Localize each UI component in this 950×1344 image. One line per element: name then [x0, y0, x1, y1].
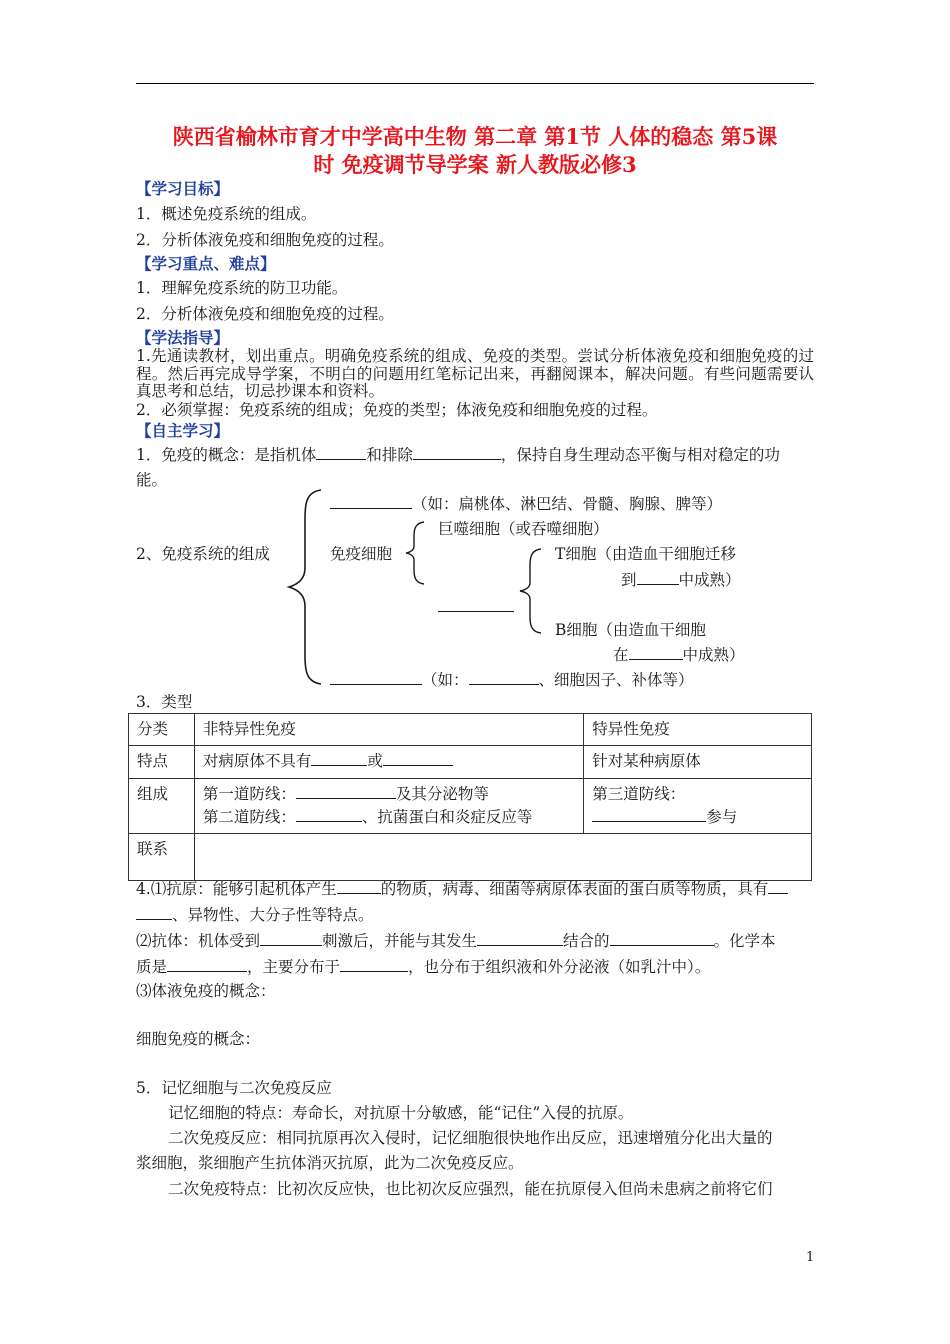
immune-system-label: 2、免疫系统的组成 — [136, 545, 270, 563]
document-title-line-2: 时 免疫调节导学案 新人教版必修3 — [313, 152, 637, 177]
feature-blank-1[interactable] — [311, 751, 367, 766]
objectives-heading: 【学习目标】 — [136, 179, 230, 198]
table-header-cell: 组成 — [129, 778, 195, 834]
table-cell: 非特异性免疫 — [194, 714, 583, 746]
table-cell — [584, 778, 812, 834]
antibody-blank-1[interactable] — [260, 931, 322, 946]
feature-blank-2[interactable] — [383, 751, 453, 766]
table-row — [129, 778, 812, 834]
macrophage-text: 巨噬细胞（或吞噬细胞） — [438, 520, 609, 538]
page-number: 1 — [806, 1250, 815, 1265]
table-cell — [194, 746, 583, 778]
b-cell-text-a: 在 — [613, 646, 629, 664]
antibody-blank-2[interactable] — [477, 931, 563, 946]
self-study-heading: 【自主学习】 — [136, 421, 230, 440]
second-defense-line — [203, 806, 575, 829]
t-cell-line-1: T细胞（由造血干细胞迁移 — [555, 545, 736, 563]
immune-substance-text-a: （如： — [422, 671, 469, 689]
t-cell-blank[interactable] — [637, 570, 679, 585]
table-header-cell: 特点 — [129, 746, 195, 778]
method-heading: 【学法指导】 — [136, 328, 230, 347]
table-row — [129, 834, 812, 881]
header-rule — [136, 83, 814, 84]
lymphocyte-brace — [515, 547, 545, 635]
objective-item: 2．分析体液免疫和细胞免疫的过程。 — [136, 231, 394, 249]
humoral-immunity-concept: ⑶体液免疫的概念： — [136, 982, 276, 1000]
table-header-cell: 联系 — [129, 834, 195, 881]
b-cell-blank[interactable] — [629, 645, 683, 660]
third-defense-text: 参与 — [706, 807, 738, 826]
t-cell-text-a: 到 — [621, 571, 637, 589]
q1-text-a: 1．免疫的概念：是指机体 — [136, 446, 317, 464]
first-defense-blank[interactable] — [296, 784, 396, 799]
lymphocyte-row — [438, 597, 514, 617]
immune-organ-blank[interactable] — [330, 494, 412, 509]
immune-organ-text: （如：扁桃体、淋巴结、骨髓、胸腺、脾等） — [412, 495, 723, 513]
second-defense-blank[interactable] — [296, 807, 362, 822]
q1-text-b: 和排除 — [366, 446, 413, 464]
q4-text: 4.⑴抗原：能够引起机体产生 — [136, 880, 337, 898]
q4-text: 质是 — [136, 958, 168, 976]
table-cell — [194, 834, 811, 881]
question-1-line-1 — [136, 445, 780, 465]
b-cell-line-2 — [613, 645, 745, 665]
keypoint-item: 2．分析体液免疫和细胞免疫的过程。 — [136, 305, 394, 323]
antibody-blank-4[interactable] — [167, 957, 247, 972]
antigen-blank-1[interactable] — [337, 879, 381, 894]
second-defense-text: 、抗菌蛋白和炎症反应等 — [361, 807, 533, 826]
q4-text: ，也分布于组织液和外分泌液（如乳汁中）。 — [408, 958, 711, 976]
q1-blank-2[interactable] — [413, 445, 501, 460]
antibody-blank-3[interactable] — [610, 931, 714, 946]
question-3-label: 3．类型 — [136, 693, 193, 711]
table-cell: 针对某种病原体 — [584, 746, 812, 778]
secondary-response-line-2: 浆细胞，浆细胞产生抗体消灭抗原，此为二次免疫反应。 — [136, 1154, 524, 1172]
immune-substance-row — [330, 670, 694, 690]
first-defense-label: 第一道防线： — [202, 784, 296, 803]
antigen-blank-2[interactable] — [768, 879, 788, 894]
antibody-blank-5[interactable] — [340, 957, 408, 972]
immune-substance-text-b: 、细胞因子、补体等） — [538, 671, 694, 689]
table-cell — [194, 778, 583, 834]
third-defense-line — [592, 806, 803, 829]
q4-text: ，主要分布于 — [247, 958, 341, 976]
feature-text-b: 或 — [367, 752, 383, 771]
third-defense-blank[interactable] — [592, 807, 706, 822]
objective-item: 1．概述免疫系统的组成。 — [136, 205, 317, 223]
q4-line-1 — [136, 879, 788, 899]
table-row — [129, 714, 812, 746]
t-cell-line-2 — [621, 570, 741, 590]
q4-text: ⑵抗体：机体受到 — [136, 932, 261, 950]
b-cell-line-1: B细胞（由造血干细胞 — [555, 621, 706, 639]
first-defense-text: 及其分泌物等 — [395, 784, 489, 803]
b-cell-text-b: 中成熟） — [682, 646, 745, 664]
first-defense-line — [203, 783, 575, 806]
q1-text-c: ，保持自身生理动态平衡与相对稳定的功 — [500, 446, 780, 464]
cellular-immunity-concept: 细胞免疫的概念： — [136, 1030, 261, 1048]
immunity-types-table — [128, 713, 812, 881]
question-1-line-2: 能。 — [136, 471, 168, 489]
antigen-blank-2-cont[interactable] — [136, 905, 172, 920]
document-title-line-1: 陕西省榆林市育才中学高中生物 第二章 第1节 人体的稳态 第5课 — [172, 124, 778, 149]
feature-text-a: 对病原体不具有 — [202, 752, 312, 771]
q4-text: 。化学本 — [713, 932, 776, 950]
q4-text: 结合的 — [563, 932, 610, 950]
q4-text: 、异物性、大分子性等特点。 — [172, 906, 374, 924]
immune-cell-label: 免疫细胞 — [330, 545, 393, 563]
q4-text: 刺激后，并能与其发生 — [322, 932, 478, 950]
q4-text: 的物质，病毒、细菌等病原体表面的蛋白质等物质，具有 — [380, 880, 769, 898]
keypoints-heading: 【学习重点、难点】 — [136, 254, 276, 273]
immune-organ-row — [330, 494, 722, 514]
table-cell: 特异性免疫 — [584, 714, 812, 746]
q4-line-3 — [136, 931, 776, 951]
second-defense-label: 第二道防线： — [202, 807, 296, 826]
lymphocyte-blank[interactable] — [438, 597, 514, 612]
q4-line-4 — [136, 957, 710, 977]
memory-cell-features: 记忆细胞的特点：寿命长，对抗原十分敏感，能“记住”入侵的抗原。 — [168, 1104, 634, 1122]
q5-title: 5．记忆细胞与二次免疫反应 — [136, 1079, 332, 1097]
method-paragraph-1: 1.先通读教材，划出重点。明确免疫系统的组成、免疫的类型。尝试分析体液免疫和细胞免疫的过程。然后再完成导学案，不明白的问题用红笔标记出来，再翻阅课本，解决问题。有些问题需要认真思考和总结，切忌抄课本和资料。 — [136, 347, 814, 400]
immune-substance-blank[interactable] — [330, 670, 422, 685]
q1-blank-1[interactable] — [316, 445, 366, 460]
secondary-response-line-1: 二次免疫反应：相同抗原再次入侵时，记忆细胞很快地作出反应，迅速增殖分化出大量的 — [168, 1129, 773, 1147]
secondary-features-line: 二次免疫特点：比初次反应快，也比初次反应强烈，能在抗原侵入但尚未患病之前将它们 — [168, 1180, 773, 1198]
t-cell-text-b: 中成熟） — [678, 571, 741, 589]
method-paragraph-2: 2．必须掌握：免疫系统的组成；免疫的类型；体液免疫和细胞免疫的过程。 — [136, 401, 658, 419]
table-header-cell: 分类 — [129, 714, 195, 746]
third-defense-label: 第三道防线： — [592, 784, 686, 803]
large-brace — [285, 488, 325, 686]
table-row — [129, 746, 812, 778]
keypoint-item: 1．理解免疫系统的防卫功能。 — [136, 279, 348, 297]
immune-substance-example-blank[interactable] — [469, 670, 539, 685]
immune-cell-brace — [402, 520, 428, 586]
q4-line-2 — [136, 905, 374, 925]
